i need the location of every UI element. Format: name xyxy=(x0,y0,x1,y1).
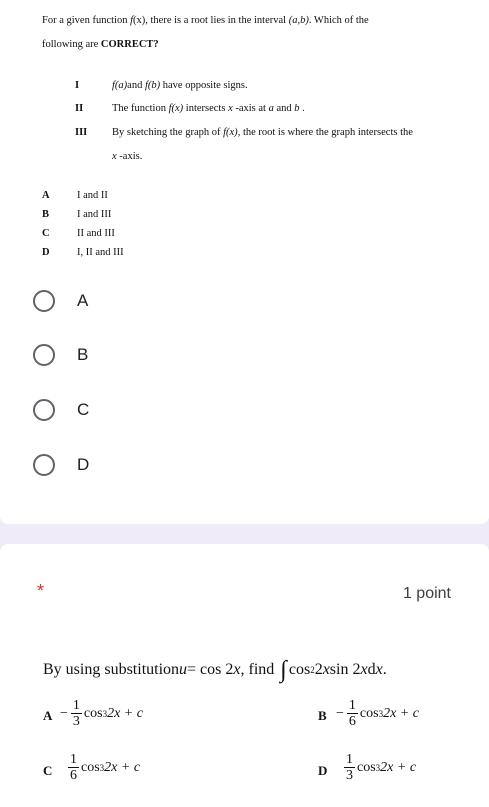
radio-button[interactable] xyxy=(33,399,55,421)
answer-letter: A xyxy=(43,708,53,723)
integral-sign: ∫ xyxy=(280,657,287,683)
exponent: 3 xyxy=(99,762,105,773)
numerator: 1 xyxy=(70,752,77,767)
q1-math-interval: (a,b) xyxy=(288,15,309,26)
math-x: x xyxy=(112,151,117,162)
math-x: x xyxy=(375,660,383,678)
answer-segment: cos xyxy=(359,705,379,721)
q1-math-x: (x) xyxy=(133,15,146,26)
radio-button[interactable] xyxy=(33,344,55,366)
math-fx: f(x) xyxy=(168,103,184,114)
answer-expression xyxy=(342,752,416,783)
answer-segment: 2x + c xyxy=(107,705,143,721)
exponent: 3 xyxy=(378,708,384,719)
radio-button[interactable] xyxy=(33,290,55,312)
statement-segment: . xyxy=(299,103,305,114)
radio-option-a[interactable] xyxy=(33,288,233,314)
answer-expression xyxy=(336,698,419,729)
denominator: 3 xyxy=(346,768,353,783)
answer-letter: B xyxy=(318,708,327,723)
radio-option-d[interactable] xyxy=(33,452,233,478)
numerator: 1 xyxy=(72,698,80,713)
math-fa: f(a) xyxy=(112,80,128,91)
statement-3-continuation xyxy=(112,151,142,162)
choice-letter: A xyxy=(42,190,50,201)
prompt-segment: , find xyxy=(240,660,275,678)
answer-segment: 2x + c xyxy=(104,759,141,775)
radio-option-b[interactable] xyxy=(33,342,233,368)
required-asterisk: * xyxy=(37,581,45,601)
statement-2-text xyxy=(112,103,305,114)
prompt-segment: . xyxy=(382,660,387,678)
statement-number: III xyxy=(75,127,88,138)
math-fb: f(b) xyxy=(144,80,161,91)
radio-label: A xyxy=(77,291,89,310)
choice-text: II and III xyxy=(77,228,115,239)
math-x: x xyxy=(233,660,241,678)
answer-segment: cos xyxy=(83,705,103,721)
statement-segment: have opposite signs. xyxy=(160,80,248,91)
fraction xyxy=(344,752,355,783)
prompt-segment: cos xyxy=(288,660,311,678)
math-x: x xyxy=(228,103,233,114)
statement-segment: intersects xyxy=(183,103,229,114)
answer-letter: D xyxy=(318,763,328,778)
points-label: 1 point xyxy=(402,585,451,602)
q1-text-segment: . Which of the xyxy=(308,15,369,26)
statement-1-text xyxy=(112,80,248,91)
fraction xyxy=(71,698,82,729)
answer-segment: cos xyxy=(357,759,376,775)
question-1-text-line-2 xyxy=(42,31,462,59)
radio-label: C xyxy=(77,400,90,419)
math-x: x xyxy=(322,660,330,678)
prompt-segment: By using substitution xyxy=(43,660,180,678)
fraction xyxy=(347,698,358,729)
statement-segment: The function xyxy=(112,103,169,114)
radio-option-c[interactable] xyxy=(33,397,233,423)
answer-segment: 2x + c xyxy=(383,705,419,721)
answer-expression xyxy=(60,698,143,729)
denominator: 3 xyxy=(72,714,80,729)
prompt-segment: = cos 2 xyxy=(187,660,234,678)
numerator: 1 xyxy=(346,752,353,767)
statement-segment: and xyxy=(127,80,145,91)
choice-text: I and III xyxy=(77,209,112,220)
math-u: u xyxy=(179,660,188,678)
statement-number: I xyxy=(75,80,80,91)
prompt-segment: d xyxy=(367,660,376,678)
prompt-segment: sin 2 xyxy=(329,660,361,678)
q1-math-f: f xyxy=(130,15,133,26)
minus-sign: − xyxy=(336,705,344,721)
math-x: x xyxy=(360,660,368,678)
answer-segment: cos xyxy=(81,759,100,775)
minus-sign: − xyxy=(60,705,68,721)
radio-label: D xyxy=(77,455,90,474)
radio-button[interactable] xyxy=(33,454,55,476)
exponent: 3 xyxy=(102,708,108,719)
q1-bold-correct: CORRECT? xyxy=(100,39,159,50)
statement-segment: -axis. xyxy=(116,151,143,162)
question-2-prompt xyxy=(43,656,387,683)
choice-letter: D xyxy=(42,247,50,258)
q1-text-segment: following are xyxy=(42,39,101,50)
q1-text-segment: , there is a root lies in the interval xyxy=(145,15,289,26)
statement-segment: -axis at xyxy=(232,103,269,114)
math-a: a xyxy=(268,103,274,114)
statement-segment: , the root is where the graph intersects the xyxy=(237,127,413,138)
radio-label: B xyxy=(77,345,89,364)
math-b: b xyxy=(294,103,300,114)
statement-segment: and xyxy=(273,103,295,114)
denominator: 6 xyxy=(70,768,77,783)
exponent: 3 xyxy=(375,762,381,773)
prompt-segment: 2 xyxy=(314,660,323,678)
choice-letter: B xyxy=(42,209,50,220)
answer-expression xyxy=(66,752,140,783)
answer-segment: 2x + c xyxy=(380,759,417,775)
statement-segment: By sketching the graph of xyxy=(112,127,224,138)
exponent: 2 xyxy=(310,664,315,675)
choice-text: I and II xyxy=(77,190,108,201)
math-fx: f(x) xyxy=(223,127,238,138)
fraction xyxy=(68,752,79,783)
statement-3-text xyxy=(112,127,413,138)
answer-letter: C xyxy=(43,763,53,778)
numerator: 1 xyxy=(348,698,356,713)
q1-text-segment: For a given function xyxy=(42,15,131,26)
choice-text: I, II and III xyxy=(77,247,124,258)
choice-letter: C xyxy=(42,228,50,239)
denominator: 6 xyxy=(348,714,356,729)
statement-number: II xyxy=(75,103,84,114)
